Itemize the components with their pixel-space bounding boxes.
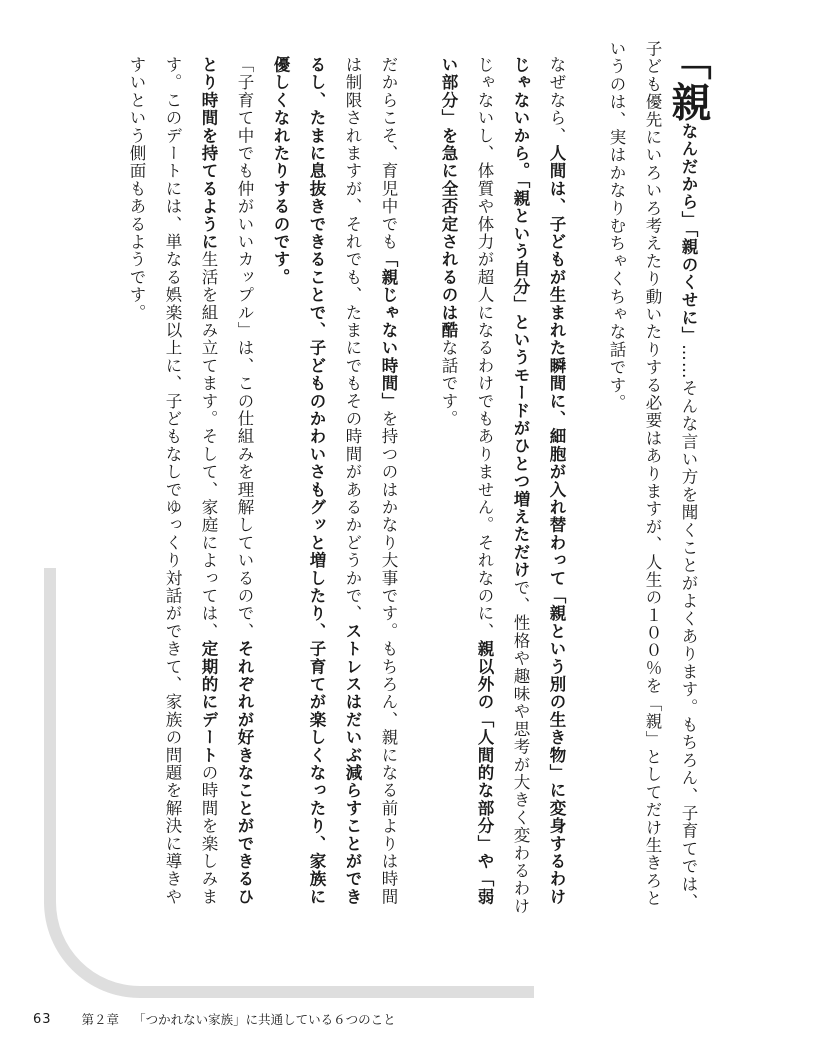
bold-phrase: ストレスはだいぶ減らすことができるし、たまに息抜きできることで、子どものかわいさもグッと増したり、子育てが楽しくなったり、家族に優しくなれたりするのです。 [271,56,362,906]
page-footer [33,1008,396,1030]
text-run: ……そんな言い方を聞くことがよくあります。もちろん、子育てでは、子ども優先にいろいろ考えたり動いたりする必要はありますが、人生の１００％を「親」としてだけ生きろというのは、実はかなりむちゃくちゃな話です。 [607,40,698,911]
bold-phrase: 親以外の「人間的な部分」や「弱い部分」を急に全否定されるのは酷 [439,56,494,906]
bold-phrase: それぞれが好きなことができるひとり時間を持てるように [199,56,254,906]
bold-phrase: 定期的にデート [199,640,218,765]
paragraph-1 [598,40,711,920]
text-run: 「子育て中でも仲がいいカップル」は、この仕組みを理解しているので、 [235,56,254,641]
lead-word: 「親 [665,40,711,123]
text-run: の時間を楽しみます。このデートには、単なる娯楽以上に、子どもなしでゆっくり対話ができて、家族の問題を解決に導きやすいという側面もあるようです。 [127,56,218,906]
paragraph-4 [118,40,262,920]
page-number: 63 [33,1011,52,1027]
chapter-title: 「つかれない家族」に共通している６つのこと [133,1012,396,1027]
bold-phrase: 「親じゃない時間」 [379,250,398,411]
text-run: だからこそ、育児中でも [379,56,398,251]
bold-phrase: 人間は、子どもが生まれた瞬間に、細胞が入れ替わって「親という別の生き物」に変身するわけじゃないから。「親という自分」というモードがひとつ増えただけ [511,56,566,906]
paragraph-2 [430,40,574,920]
chapter-number: 第２章 [81,1012,120,1027]
text-run: 生活を組み立てます。そして、家庭によっては、 [199,250,218,641]
paragraph-3 [262,40,406,920]
text-run: を持つのはかなり大事です。もちろん、親になる前よりは時間は制限されますが、それでも、たまにでもその時間があるかどうかで、 [343,56,398,906]
text-run: で、性格や趣味や思考が大きく変わるわけじゃないし、体質や体力が超人になるわけでもありません。それなのに、 [475,56,530,916]
text-run: な話です。 [439,339,458,428]
bold-phrase: なんだから」「親のくせに」 [679,122,698,345]
vertical-text-block [118,40,730,920]
text-run: なぜなら、 [547,56,566,145]
